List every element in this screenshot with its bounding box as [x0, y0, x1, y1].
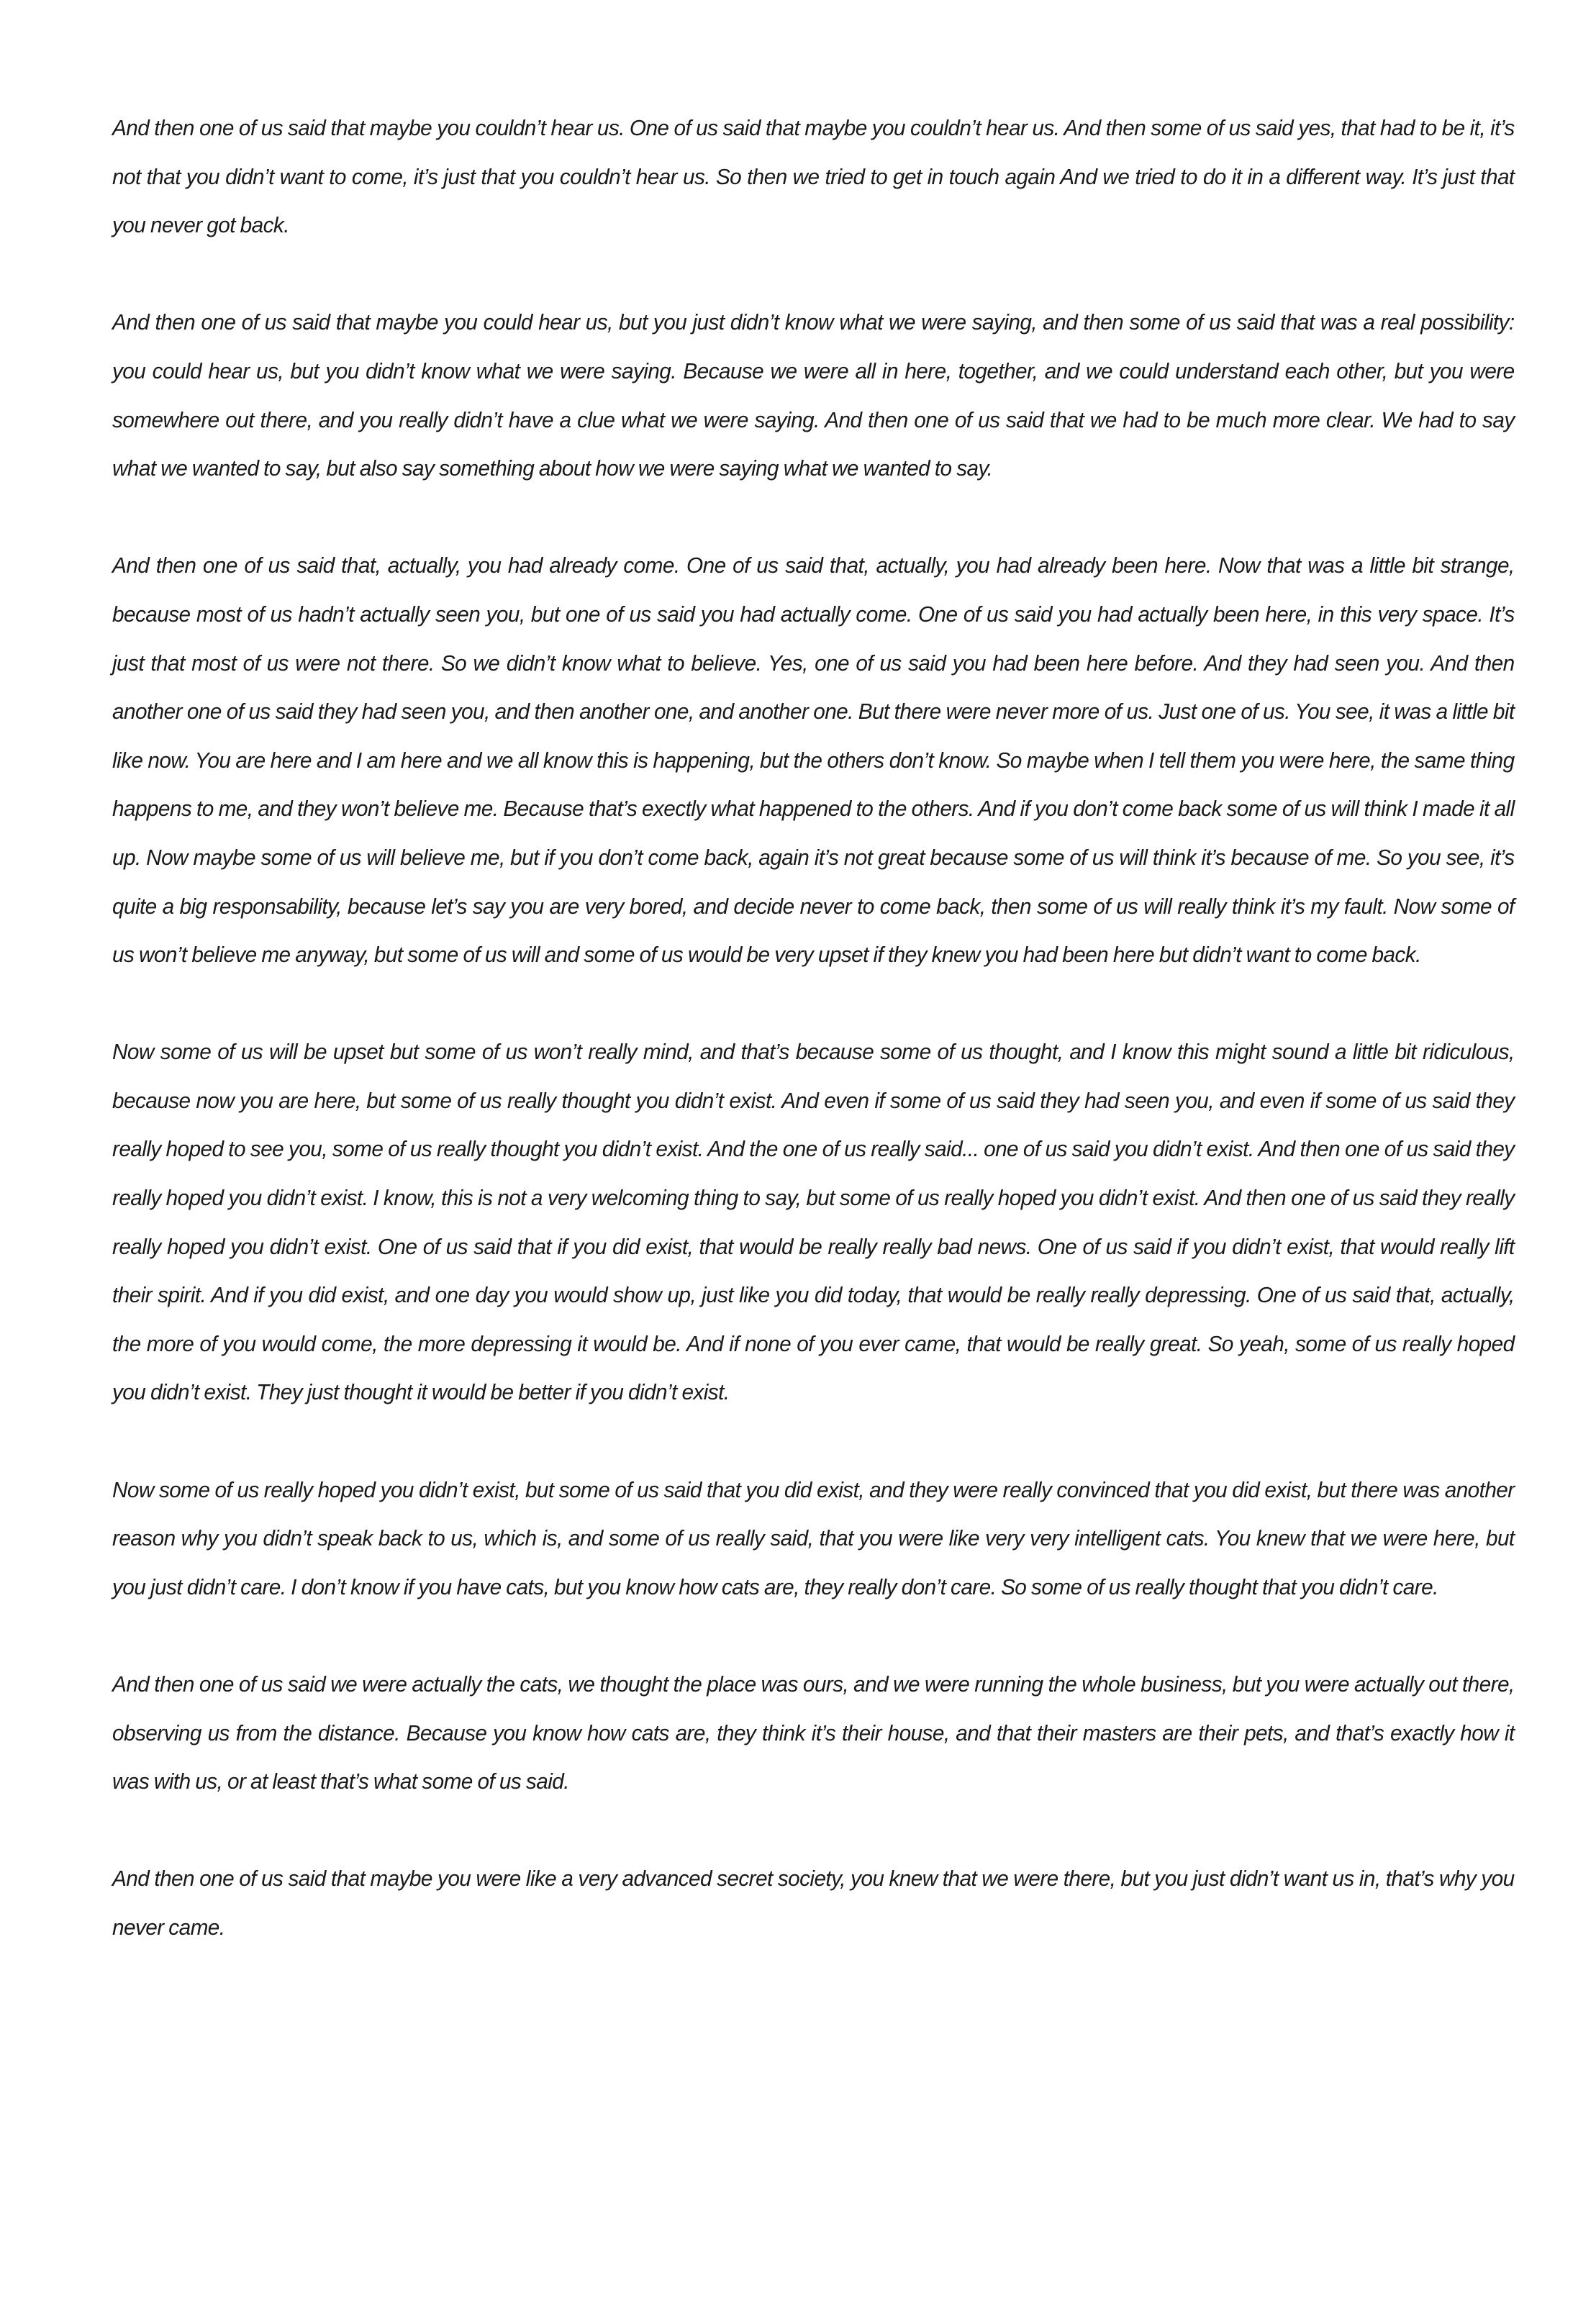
paragraph-6: And then one of us said we were actually the cats, we thought the place was ours, and we were running the whole business, but you were actually out there, observing us from the distance. Because you know how cats are, they think it’s their house, and that their masters are their pets, and that’s exactly how it was with us, or at least that’s what some of us said.	[112, 1671, 1515, 1794]
paragraph-5: Now some of us really hoped you didn’t exist, but some of us said that you did exist, and they were really convinced that you did exist, but there was another reason why you didn’t speak back to us, which is, and some of us really said, that you were like very very intelligent cats. You knew that we were here, but you just didn’t care. I don’t know if you have cats, but you know how cats are, they really don’t care. So some of us really thought that you didn’t care.	[112, 1476, 1515, 1599]
paragraph-2: And then one of us said that maybe you could hear us, but you just didn’t know what we were saying, and then some of us said that was a real possibility: you could hear us, but you didn’t know what we were saying. Because we were all in here, together, and we could understand each other, but you were somewhere out there, and you really didn’t have a clue what we were saying. And then one of us said that we had to be much more clear. We had to say what we wanted to say, but also say something about how we were saying what we wanted to say.	[112, 309, 1515, 481]
paragraph-4: Now some of us will be upset but some of us won’t really mind, and that’s because some of us thought, and I know this might sound a little bit ridiculous, because now you are here, but some of us really thought you didn’t exist. And even if some of us said they had seen you, and even if some of us said they really hoped to see you, some of us really thought you didn’t exist. And the one of us really said... one of us said you didn’t exist. And then one of us said they really hoped you didn’t exist. I know, this is not a very welcoming thing to say, but some of us really hoped you didn’t exist. And then one of us said they really really hoped you didn’t exist. One of us said that if you did exist, that would be really really bad news. One of us said if you didn’t exist, that would really lift their spirit. And if you did exist, and one day you would show up, just like you did today, that would be really really depressing. One of us said that, actually, the more of you would come, the more depressing it would be. And if none of you ever came, that would be really great. So yeah, some of us really hoped you didn’t exist. They just thought it would be better if you didn’t exist.	[112, 1039, 1515, 1405]
document-page	[112, 104, 1514, 2000]
paragraph-3: And then one of us said that, actually, you had already come. One of us said that, actually, you had already been here. Now that was a little bit strange, because most of us hadn’t actually seen you, but one of us said you had actually come. One of us said you had actually been here, in this very space. It’s just that most of us were not there. So we didn’t know what to believe. Yes, one of us said you had been here before. And they had seen you. And then another one of us said they had seen you, and then another one, and another one. But there were never more of us. Just one of us. You see, it was a little bit like now. You are here and I am here and we all know this is happening, but the others don’t know. So maybe when I tell them you were here, the same thing happens to me, and they won’t believe me. Because that’s exectly what happened to the others. And if you don’t come back some of us will think I made it all up. Now maybe some of us will believe me, but if you don’t come back, again it’s not great because some of us will think it’s because of me. So you see, it’s quite a big responsability, because let’s say you are very bored, and decide never to come back, then some of us will really think it’s my fault. Now some of us won’t believe me anyway, but some of us will and some of us would be very upset if they knew you had been here but didn’t want to come back.	[112, 553, 1515, 968]
paragraph-1: And then one of us said that maybe you couldn’t hear us. One of us said that maybe you couldn’t hear us. And then some of us said yes, that had to be it, it’s not that you didn’t want to come, it’s just that you couldn’t hear us. So then we tried to get in touch again And we tried to do it in a different way. It’s just that you never got back.	[112, 115, 1515, 238]
paragraph-7: And then one of us said that maybe you were like a very advanced secret society, you knew that we were there, but you just didn’t want us in, that’s why you never came.	[112, 1866, 1515, 1940]
